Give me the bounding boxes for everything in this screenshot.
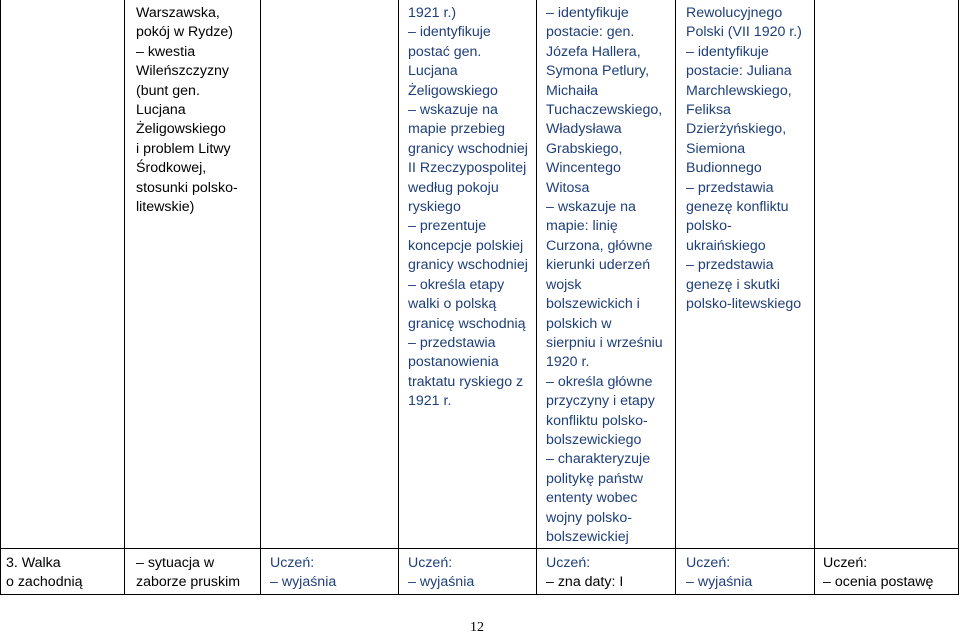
- cell-bottom-requirements-4: [686, 554, 752, 593]
- text-line: postacie: gen.: [546, 24, 635, 41]
- text-line: według pokoju: [408, 179, 499, 196]
- text-line: – określa etapy: [408, 276, 505, 293]
- text-line: wojny polsko-: [546, 509, 632, 526]
- text-line: Curzona, główne: [546, 237, 653, 254]
- text-line: granicy wschodniej: [408, 257, 528, 274]
- text-line: mapie przebieg: [408, 121, 506, 138]
- text-line: Żeligowskiego: [408, 82, 498, 99]
- text-line: walki o polską: [408, 296, 497, 313]
- text-line: ryskiego: [408, 199, 461, 216]
- text-line: mapie: linię: [546, 218, 618, 235]
- text-line: Uczeń:: [686, 555, 731, 571]
- text-line: Witosa: [546, 179, 590, 196]
- text-line: – ocenia postawę: [823, 574, 934, 591]
- column-divider-2: [260, 0, 261, 595]
- text-line: – identyfikuje: [686, 43, 769, 60]
- text-line: bolszewickiej: [546, 528, 629, 545]
- table-border-bottom: [0, 594, 959, 595]
- text-line: II Rzeczypospolitej: [408, 160, 527, 177]
- text-line: Budionnego: [686, 160, 762, 177]
- cell-top-requirements-basic: [408, 4, 528, 412]
- text-line: Feliksa: [686, 102, 731, 119]
- text-line: i problem Litwy: [136, 140, 231, 157]
- text-line: postać gen.: [408, 43, 482, 60]
- column-divider-4: [536, 0, 537, 595]
- text-line: – zna daty: I: [546, 574, 624, 591]
- text-line: – określa główne: [546, 373, 653, 390]
- text-line: politykę państw: [546, 470, 643, 487]
- text-line: granicę wschodnią: [408, 315, 526, 332]
- text-line: polskich w: [546, 315, 612, 332]
- text-line: genezę i skutki: [686, 276, 780, 293]
- cell-bottom-topic: [136, 554, 240, 593]
- text-line: Tuchaczewskiego,: [546, 102, 663, 119]
- page-number: 12: [470, 620, 484, 635]
- cell-bottom-requirements-2: [408, 554, 474, 593]
- text-line: Symona Petlury,: [546, 63, 650, 80]
- text-line: Uczeń:: [270, 555, 315, 571]
- column-divider-3: [398, 0, 399, 595]
- text-line: Lucjana: [136, 102, 186, 119]
- text-line: – przedstawia: [408, 334, 496, 351]
- text-line: bolszewickiego: [546, 431, 642, 448]
- text-line: Rewolucyjnego: [686, 5, 783, 21]
- text-line: Władysława: [546, 121, 622, 138]
- text-line: polsko-litewskiego: [686, 296, 802, 313]
- text-line: 3. Walka: [6, 555, 61, 571]
- text-line: pokój w Rydze): [136, 24, 233, 41]
- text-line: Warszawska,: [136, 5, 220, 21]
- text-line: koncepcje polskiej: [408, 237, 524, 254]
- text-line: Michaiła: [546, 82, 599, 99]
- text-line: – charakteryzuje: [546, 451, 651, 468]
- text-line: Wileńszczyzny: [136, 63, 230, 80]
- text-line: Marchlewskiego,: [686, 82, 792, 99]
- text-line: litewskie): [136, 199, 195, 216]
- text-line: genezę konfliktu: [686, 199, 789, 216]
- text-line: zaborze pruskim: [136, 574, 241, 591]
- text-line: Polski (VII 1920 r.): [686, 24, 802, 41]
- text-line: 1921 r.: [408, 393, 452, 410]
- text-line: – identyfikuje: [546, 5, 629, 21]
- text-line: Wincentego: [546, 160, 621, 177]
- text-line: Dzierżyńskiego,: [686, 121, 787, 138]
- text-line: 1921 r.): [408, 5, 457, 21]
- cell-bottom-requirements-1: [270, 554, 336, 593]
- text-line: 1920 r.: [546, 354, 590, 371]
- row-divider: [0, 548, 959, 549]
- text-line: stosunki polsko-: [136, 179, 238, 196]
- text-line: polsko-: [686, 218, 732, 235]
- text-line: postanowienia: [408, 354, 499, 371]
- text-line: sierpniu i wrześniu: [546, 334, 663, 351]
- text-line: granicy wschodniej: [408, 140, 528, 157]
- text-line: Lucjana: [408, 63, 458, 80]
- text-line: – przedstawia: [686, 257, 774, 274]
- text-line: – prezentuje: [408, 218, 487, 235]
- cell-top-requirements-advanced: [686, 4, 802, 315]
- table-border-left: [0, 0, 1, 595]
- text-line: – wyjaśnia: [270, 574, 337, 591]
- text-line: Żeligowskiego: [136, 121, 226, 138]
- text-line: (bunt gen.: [136, 82, 200, 99]
- text-line: Uczeń:: [823, 555, 868, 571]
- text-line: o zachodnią: [6, 574, 83, 591]
- text-line: – kwestia: [136, 43, 196, 60]
- text-line: – sytuacja w: [136, 555, 215, 571]
- column-divider-5: [675, 0, 676, 595]
- text-line: – wyjaśnia: [408, 574, 475, 591]
- text-line: Siemiona: [686, 140, 746, 157]
- text-line: kierunki uderzeń: [546, 257, 651, 274]
- text-line: – wskazuje na: [408, 102, 498, 119]
- text-line: Środkowej,: [136, 160, 207, 177]
- text-line: Uczeń:: [408, 555, 453, 571]
- text-line: – wskazuje na: [546, 199, 636, 216]
- column-divider-6: [814, 0, 815, 595]
- cell-bottom-lesson-title: [6, 554, 83, 593]
- text-line: wojsk: [546, 276, 582, 293]
- text-line: Grabskiego,: [546, 140, 623, 157]
- cell-top-requirements-extended: [546, 4, 663, 547]
- text-line: – wyjaśnia: [686, 574, 753, 591]
- text-line: Uczeń:: [546, 555, 591, 571]
- text-line: ukraińskiego: [686, 237, 766, 254]
- column-divider-1: [124, 0, 125, 595]
- text-line: – identyfikuje: [408, 24, 491, 41]
- text-line: traktatu ryskiego z: [408, 373, 524, 390]
- text-line: postacie: Juliana: [686, 63, 792, 80]
- text-line: ententy wobec: [546, 490, 638, 507]
- cell-bottom-requirements-3: [546, 554, 623, 593]
- text-line: Józefa Hallera,: [546, 43, 641, 60]
- text-line: – przedstawia: [686, 179, 774, 196]
- text-line: przyczyny i etapy: [546, 393, 655, 410]
- cell-bottom-requirements-5: [823, 554, 933, 593]
- table-border-right: [958, 0, 959, 595]
- cell-top-topic: [136, 4, 238, 217]
- text-line: konfliktu polsko-: [546, 412, 648, 429]
- text-line: bolszewickich i: [546, 296, 640, 313]
